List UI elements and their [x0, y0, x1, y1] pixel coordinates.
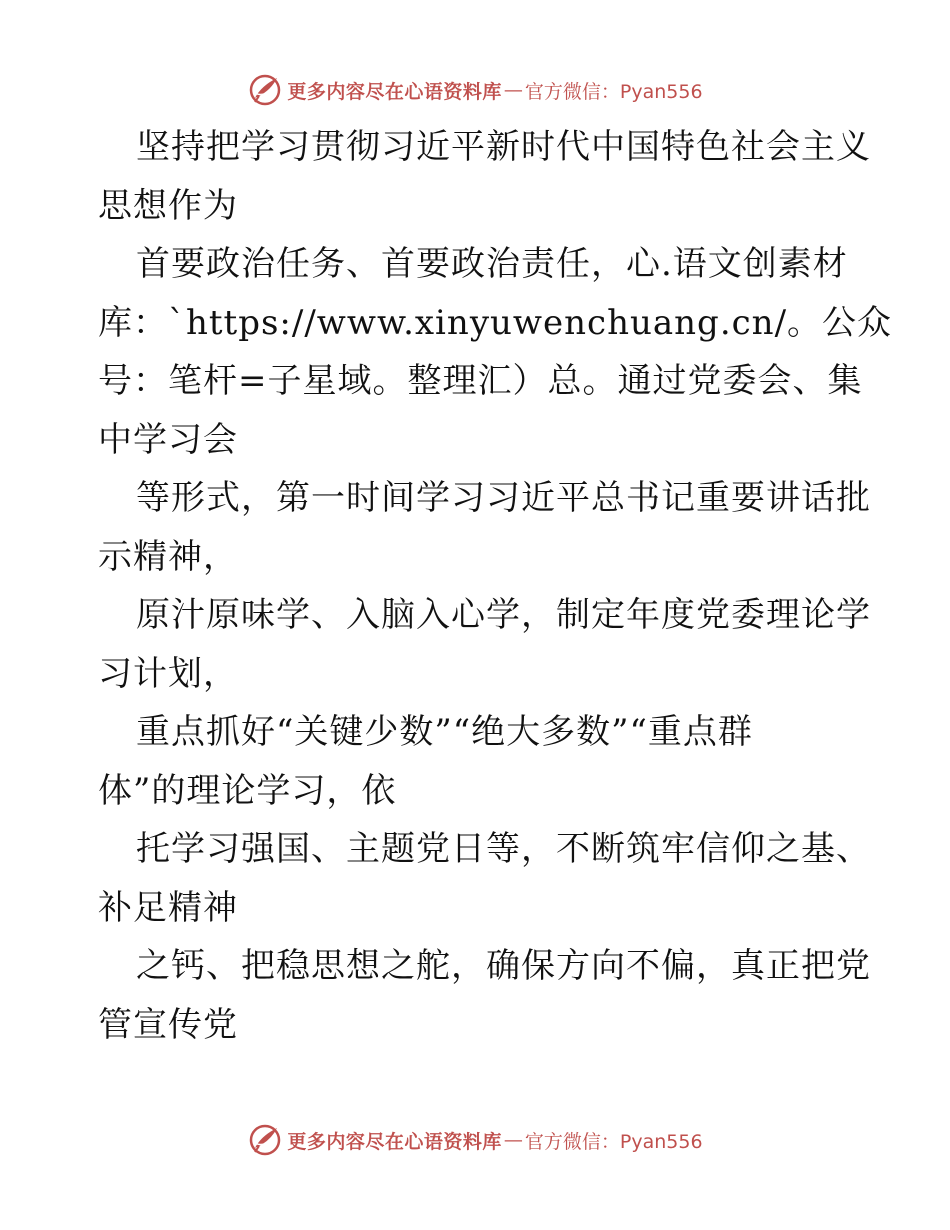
- text-line: 等形式，第一时间学习习近平总书记重要讲话批: [136, 478, 871, 518]
- quill-pen-logo-icon: [247, 72, 283, 108]
- quill-pen-logo-icon: [247, 1122, 283, 1158]
- text-line: 原汁原味学、入脑入心学，制定年度党委理论学: [136, 595, 871, 635]
- text-line: 坚持把学习贯彻习近平新时代中国特色社会主义: [136, 127, 871, 167]
- text-line: 习计划，: [98, 653, 238, 694]
- header-banner-inner: [247, 72, 702, 108]
- header-dash: —: [503, 79, 523, 101]
- text-line: 中学习会: [98, 419, 238, 460]
- text-line: 思想作为: [98, 185, 238, 226]
- text-line: 首要政治任务、首要政治责任，心.语文创素材: [136, 244, 848, 284]
- text-line: 体”的理论学习，依: [98, 770, 397, 811]
- header-banner: [0, 70, 950, 110]
- text-line: 号：笔杆=子星域。整理汇）总。通过党委会、集: [98, 361, 863, 401]
- footer-wechat-text: 官方微信：Pyan556: [524, 1130, 703, 1153]
- footer-banner-inner: [247, 1122, 702, 1158]
- text-line: 补足精神: [98, 887, 238, 928]
- text-line: 库：`https://www.xinyuwenchuang.cn/。公众: [98, 302, 893, 343]
- footer-brand-text: 更多内容尽在心语资料库: [287, 1130, 502, 1153]
- text-line: 示精神，: [98, 536, 238, 577]
- header-wechat-text: 官方微信：Pyan556: [524, 80, 703, 103]
- footer-dash: —: [503, 1129, 523, 1151]
- text-line: 重点抓好“关键少数”“绝大多数”“重点群: [136, 712, 753, 752]
- text-line: 之钙、把稳思想之舵，确保方向不偏，真正把党: [136, 946, 871, 986]
- header-brand-text: 更多内容尽在心语资料库: [287, 80, 502, 103]
- text-line: 托学习强国、主题党日等，不断筑牢信仰之基、: [136, 829, 871, 869]
- footer-banner: [0, 1120, 950, 1160]
- text-line: 管宣传党: [98, 1004, 238, 1045]
- document-body: [98, 118, 893, 1054]
